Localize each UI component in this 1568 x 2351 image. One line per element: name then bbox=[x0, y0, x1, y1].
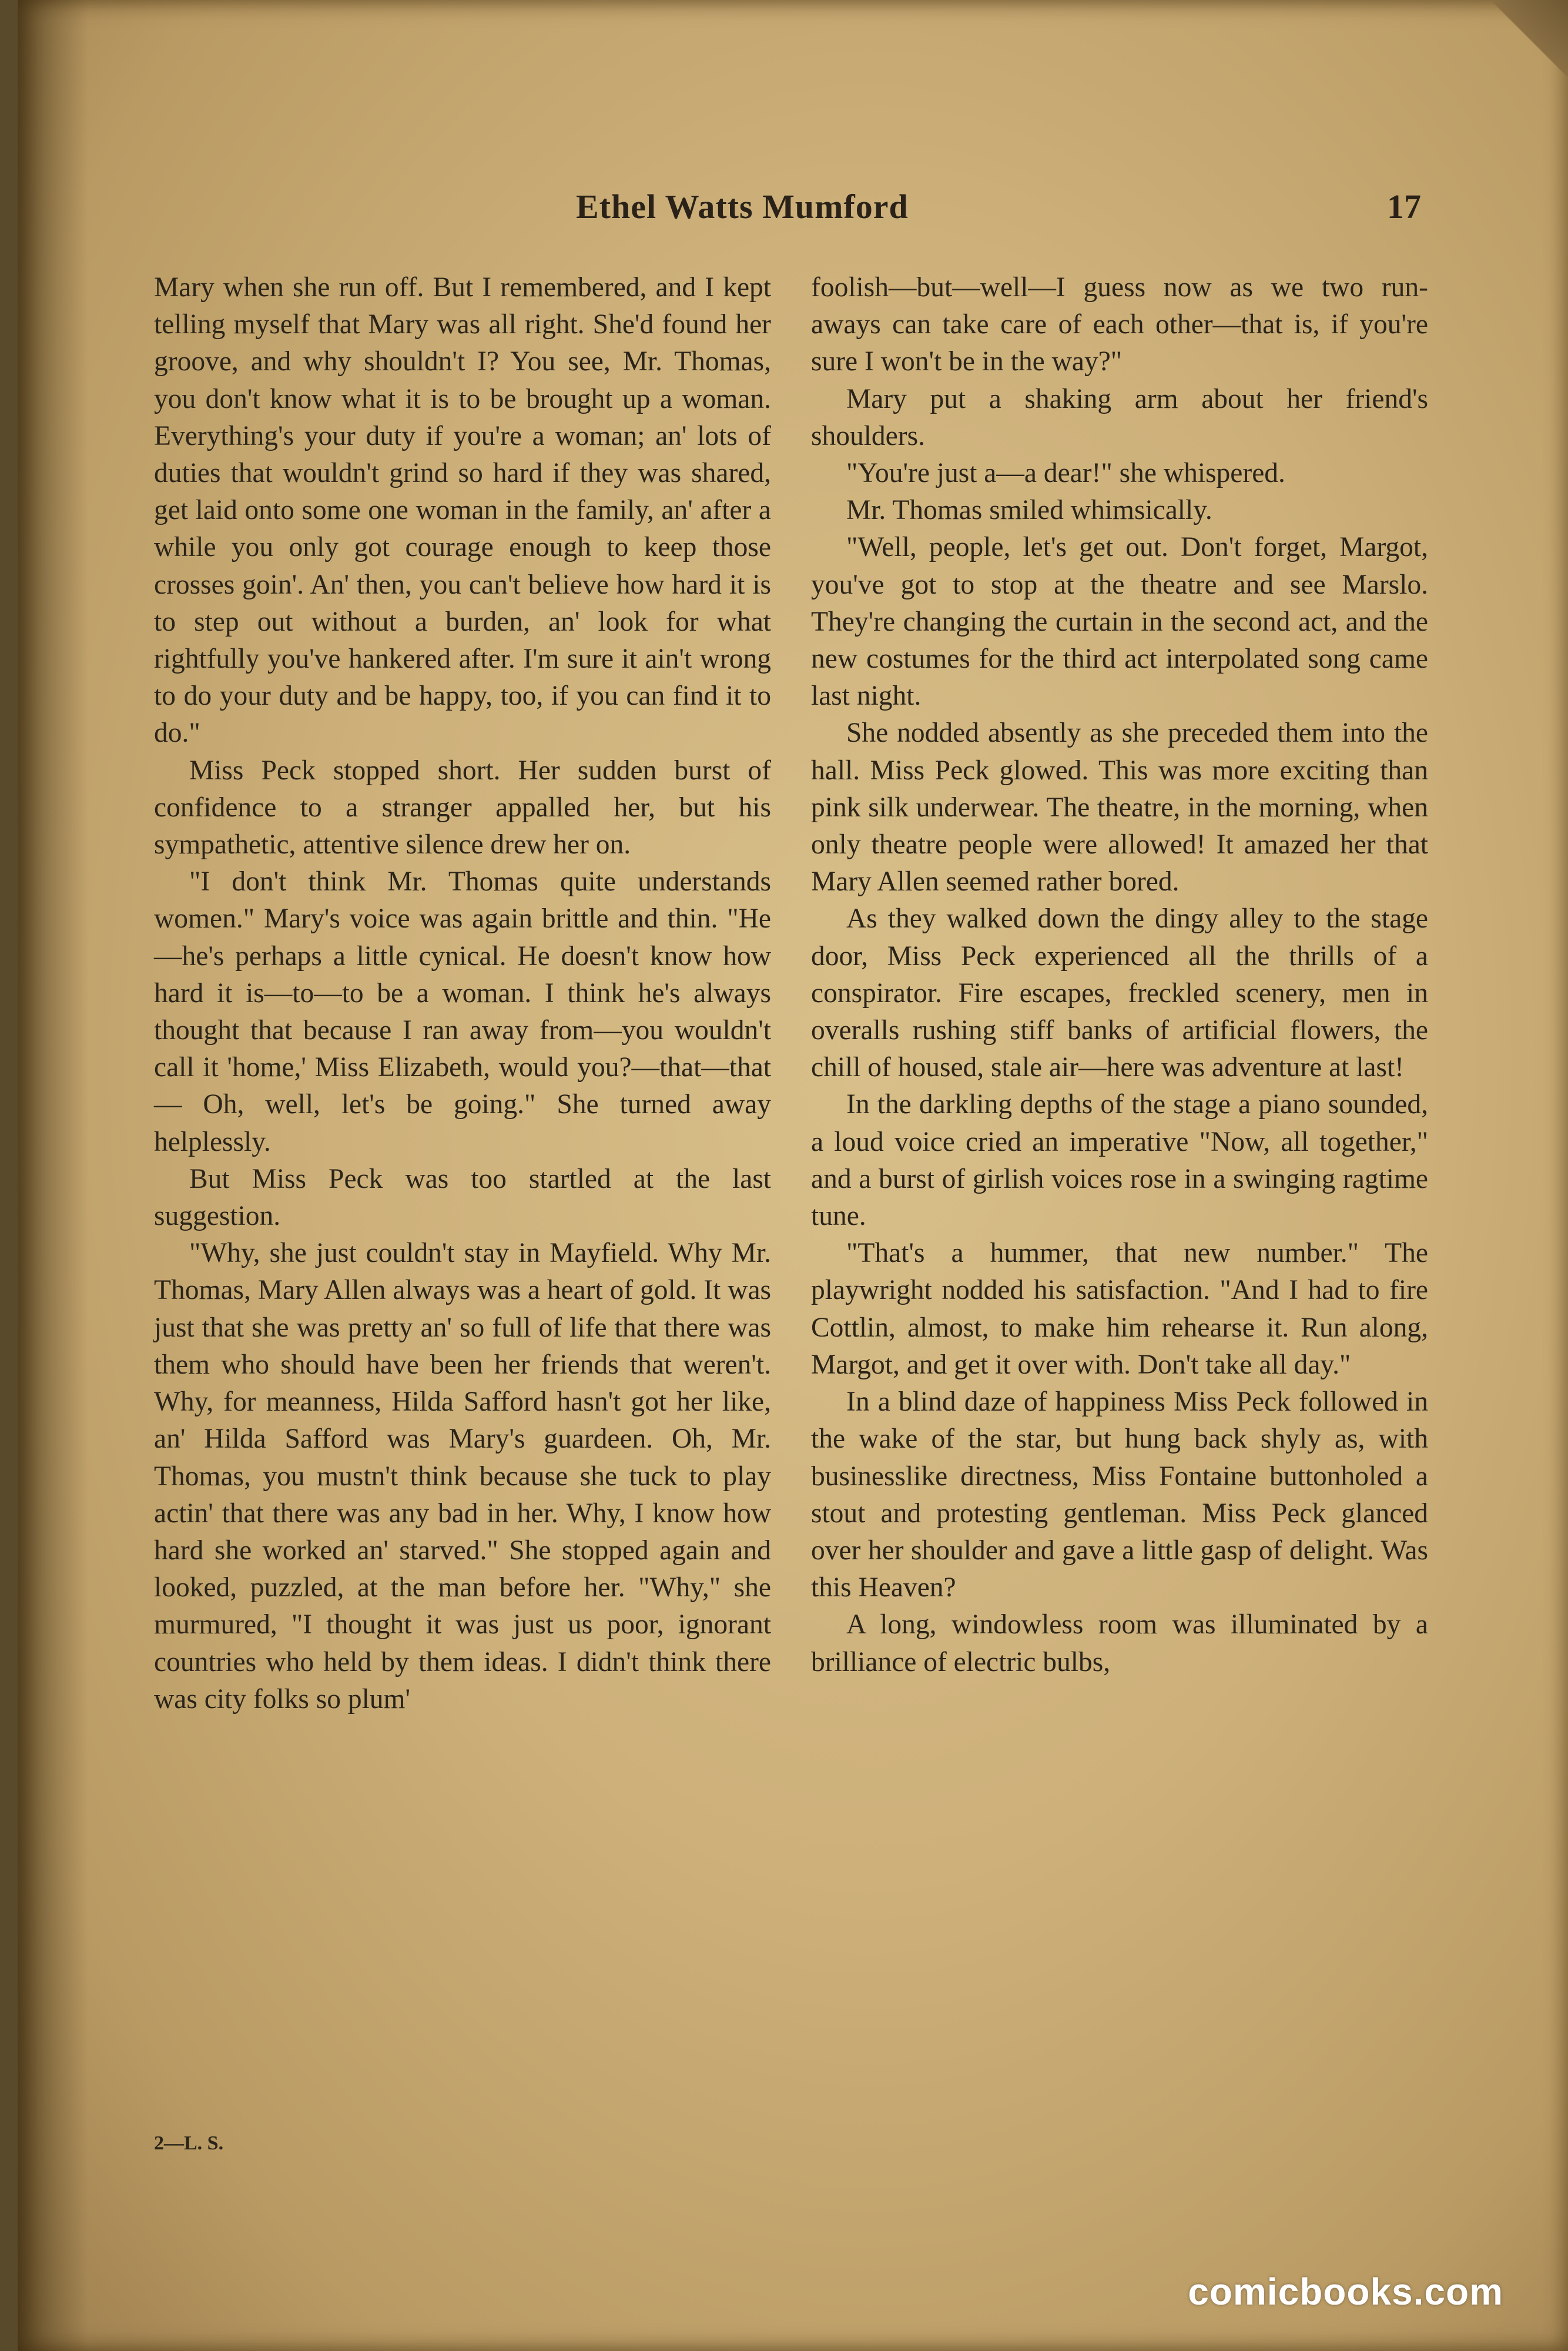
page-number: 17 bbox=[1387, 187, 1421, 226]
paragraph: "You're just a—a dear!" she whispered. bbox=[846, 458, 1285, 489]
paragraph: "I don't think Mr. Thomas quite understands women." Mary's voice was again brittle and thin. "He—he's perhaps a little cynical. He doesn't know how hard it is—to—to be a woman. I think he's always thought that because I ran away from—you wouldn't call it 'home,' Miss Elizabeth, would you?—that—that— Oh, well, let's be going." She turned away helplessly. bbox=[154, 866, 771, 1157]
paragraph: She nodded absently as she preceded them into the hall. Miss Peck glowed. This was more exciting than pink silk underwear. The theatre, in the morning, when only theatre people were allowed! It amazed her that Mary Allen seemed rather bored. bbox=[811, 718, 1428, 897]
right-column bbox=[811, 269, 1428, 1681]
paragraph: "That's a hummer, that new number." The playwright nodded his satisfaction. "And I had to fire Cottlin, almost, to make him rehearse it. Run along, Margot, and get it over with. Don't take all day." bbox=[811, 1238, 1428, 1380]
signature-mark: 2—L. S. bbox=[154, 2132, 224, 2154]
paragraph: But Miss Peck was too startled at the last suggestion. bbox=[154, 1163, 771, 1232]
paragraph: Mary when she run off. But I remembered, and I kept telling myself that Mary was all right. She'd found her groove, and why shouldn't I? You see, Mr. Thomas, you don't know what it is to be brought up a woman. Everything's your duty if you're a woman; an' lots of duties that wouldn't grind so hard if they was shared, get laid onto some one woman in the family, an' after a while you only got courage enough to keep those crosses goin'. An' then, you can't believe how hard it is to step out without a burden, an' look for what rightfully you've hankered after. I'm sure it ain't wrong to do your duty and be happy, too, if you can find it to do." bbox=[154, 272, 771, 749]
paragraph: A long, windowless room was illuminated by a brilliance of electric bulbs, bbox=[811, 1609, 1428, 1677]
paragraph: Mr. Thomas smiled whimsically. bbox=[846, 495, 1212, 526]
paragraph: In a blind daze of happiness Miss Peck followed in the wake of the star, but hung back shyly as, with businesslike directness, Miss Fontaine buttonholed a stout and protesting gentleman. Miss Peck glanced over her shoulder and gave a little gasp of delight. Was this Heaven? bbox=[811, 1387, 1428, 1603]
binding-shadow bbox=[18, 0, 88, 2351]
running-title: Ethel Watts Mumford bbox=[576, 187, 909, 226]
paragraph: "Why, she just couldn't stay in Mayfield. Why Mr. Thomas, Mary Allen always was a heart of gold. It was just that she was pretty an' so full of life that there was them who should have been her friends that weren't. Why, for meanness, Hilda Safford hasn't got her like, an' Hilda Safford was Mary's guardeen. Oh, Mr. Thomas, you mustn't think because she tuck to play actin' that there was any bad in her. Why, I know how hard she worked an' starved." She stopped again and looked, puzzled, at the man before her. "Why," she murmured, "I thought it was just us poor, ignorant countries who held by them ideas. I didn't think there was city folks so plum' bbox=[154, 1238, 772, 1714]
paragraph: In the darkling depths of the stage a piano sounded, a loud voice cried an imperative "Now, all together," and a burst of girlish voices rose in a swinging ragtime tune. bbox=[811, 1089, 1428, 1232]
paragraph: As they walked down the dingy alley to the stage door, Miss Peck experienced all the thrills of a conspirator. Fire escapes, freckled scenery, men in overalls rushing stiff banks of artificial flowers, the chill of housed, stale air—here was adventure at last! bbox=[811, 903, 1428, 1083]
paragraph: Mary put a shaking arm about her friend's shoulders. bbox=[811, 383, 1428, 451]
page-header bbox=[576, 187, 1421, 234]
left-column bbox=[154, 269, 771, 1718]
watermark: comicbooks.com bbox=[1188, 2270, 1503, 2313]
paragraph: foolish—but—well—I guess now as we two run-aways can take care of each other—that is, if you're sure I won't be in the way?" bbox=[811, 272, 1428, 377]
paragraph: "Well, people, let's get out. Don't forget, Margot, you've got to stop at the theatre and see Marslo. They're changing the curtain in the second act, and the new costumes for the third act interpolated song came last night. bbox=[811, 532, 1428, 712]
paragraph: Miss Peck stopped short. Her sudden burst of confidence to a stranger appalled her, but his sympathetic, attentive silence drew her on. bbox=[154, 755, 771, 860]
worn-corner bbox=[1486, 0, 1568, 88]
